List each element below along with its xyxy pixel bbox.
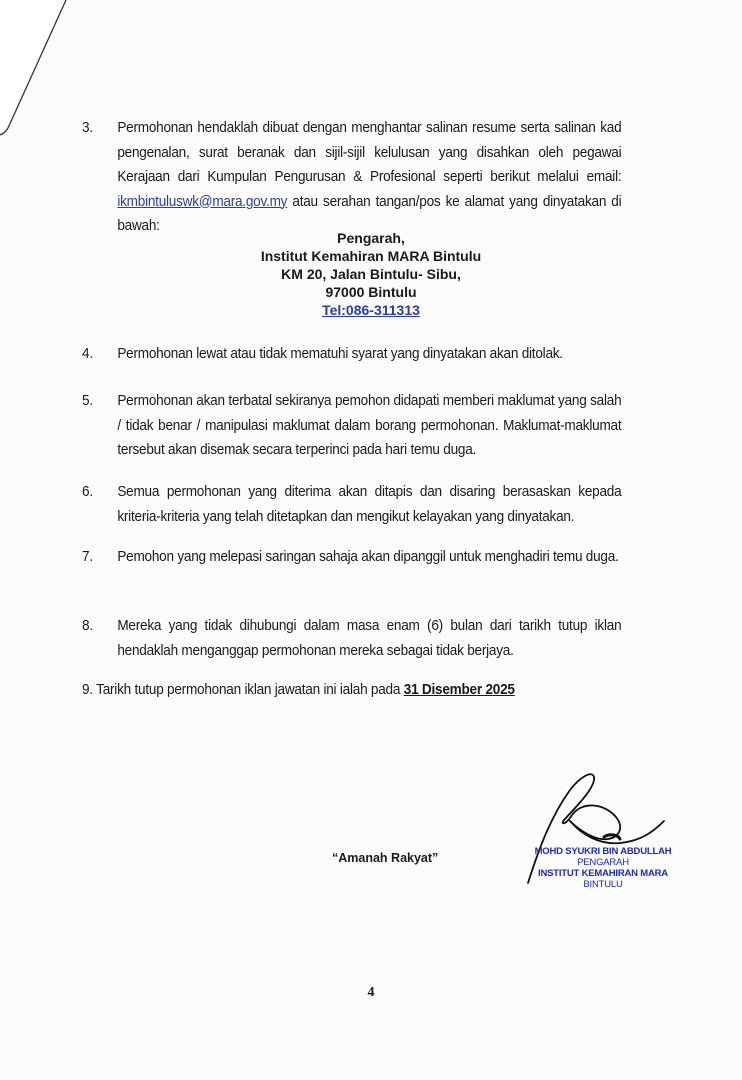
list-item-5 (82, 389, 621, 463)
list-item-7 (82, 545, 621, 570)
list-item-6 (82, 480, 621, 529)
address-block (0, 229, 742, 319)
item-text: Pemohon yang melepasi saringan sahaja akan dipanggil untuk menghadiri temu duga. (117, 549, 619, 565)
page-edge-shadow (0, 0, 80, 150)
stamp-institution: INSTITUT KEMAHIRAN MARA (538, 868, 668, 879)
address-line-street: KM 20, Jalan Bintulu- Sibu, (281, 266, 461, 282)
item-number: 3. (82, 120, 93, 136)
item-text: Mereka yang tidak dihubungi dalam masa enam (6) bulan dari tarikh tutup iklan hendaklah menganggap permohonan mereka sebagai tidak berjaya. (117, 618, 622, 659)
page-number: 4 (367, 985, 375, 1000)
item-3-text-part-1: Permohonan hendaklah dibuat dengan menghantar salinan resume serta salinan kad pengenalan, surat beranak dan sijil-sijil kelulusan yang disahkan oleh pegawai Kerajaan dari Kumpulan Pengurusan & Profesional seperti berikut melalui email: (117, 120, 622, 185)
official-stamp (518, 846, 688, 890)
stamp-location: BINTULU (583, 879, 623, 890)
list-item-4 (82, 342, 621, 367)
list-item-8 (82, 614, 621, 663)
item-number: 6. (82, 484, 93, 500)
item-text: Permohonan lewat atau tidak mematuhi syarat yang dinyatakan akan ditolak. (117, 346, 563, 362)
item-number: 4. (82, 346, 93, 362)
address-line-title: Pengarah, (337, 230, 405, 246)
address-line-institution: Institut Kemahiran MARA Bintulu (260, 248, 482, 264)
item-text (117, 116, 621, 239)
item-number: 5. (82, 393, 93, 409)
item-number: 7. (82, 549, 93, 565)
item-number: 8. (82, 618, 93, 634)
item-text: Permohonan akan terbatal sekiranya pemohon didapati memberi maklumat yang salah / tidak benar / manipulasi maklumat dalam borang permohonan. Maklumat-maklumat tersebut akan disemak secara terperinci pada hari temu duga. (117, 393, 622, 458)
email-link[interactable]: ikmbintuluswk@mara.gov.my (117, 193, 288, 210)
item-3-text-part-2: atau serahan tangan/pos ke alamat yang dinyatakan di bawah: (117, 193, 622, 234)
list-item-3 (82, 116, 621, 239)
stamp-name: MOHD SYUKRI BIN ABDULLAH (534, 846, 672, 857)
address-line-postcode: 97000 Bintulu (325, 284, 417, 300)
stamp-title: PENGARAH (577, 857, 629, 868)
closing-date: 31 Disember 2025 (403, 682, 515, 698)
item-text: Semua permohonan yang diterima akan ditapis dan disaring berasaskan kepada kriteria-kriteria yang telah ditetapkan dan mengikut kelayakan yang dinyatakan. (117, 484, 622, 525)
closing-text: 9. Tarikh tutup permohonan iklan jawatan ini ialah pada (82, 682, 401, 698)
telephone-link[interactable]: Tel:086-311313 (322, 302, 420, 318)
list-item-9 (82, 682, 515, 698)
motto: “Amanah Rakyat” (332, 851, 439, 865)
